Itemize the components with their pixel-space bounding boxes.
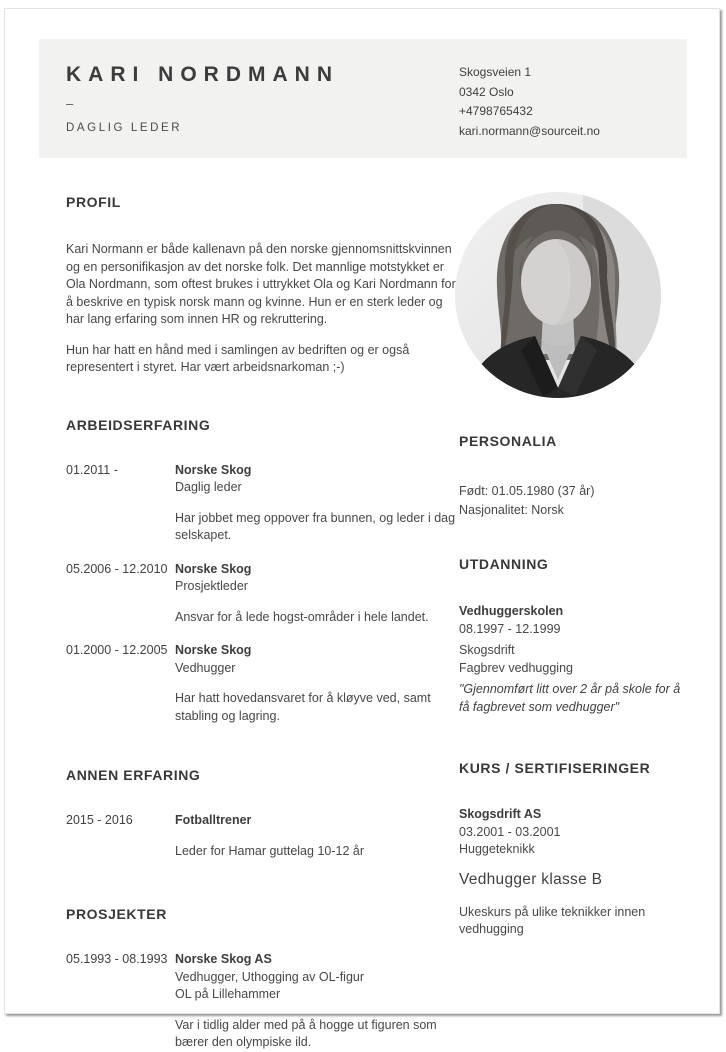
- work-entry-role: Prosjektleder: [175, 579, 248, 593]
- education-school: Vedhuggerskolen: [459, 604, 564, 618]
- section-heading-personalia: PERSONALIA: [459, 433, 557, 449]
- contact-address-line2: 0342 Oslo: [459, 84, 514, 99]
- project-entry-role-line1: Vedhugger, Uthogging av OL-figur: [175, 969, 365, 984]
- other-entry-title: Fotballtrener: [175, 813, 252, 827]
- work-entry-description: Har hatt hovedansvaret for å kløyve ved, samt stabling og lagring.: [175, 691, 431, 723]
- work-entry-date: 05.2006 - 12.2010: [66, 561, 168, 576]
- project-entry-company: Norske Skog AS: [175, 952, 272, 966]
- work-entry-company: Norske Skog: [175, 643, 252, 657]
- profil-paragraph-2: Hun har hatt en hånd med i samlingen av bedriften og er også representert i styret. Har vært arbeidsnarkoman ;-): [66, 342, 410, 374]
- work-entry: [66, 642, 461, 725]
- education-field-line2: Fagbrev vedhugging: [459, 660, 573, 675]
- work-entry: [66, 561, 461, 627]
- work-entry-company: Norske Skog: [175, 462, 252, 477]
- project-entry-description: Var i tidlig alder med på å hogge ut figuren som bærer den olympiske ild.: [175, 1017, 437, 1049]
- other-entry-date: 2015 - 2016: [66, 813, 133, 827]
- section-heading-utdanning: UTDANNING: [459, 556, 549, 572]
- project-entry: [66, 951, 461, 1052]
- education-quote: "Gjennomført litt over 2 år på skole for å få fagbrevet som vedhugger": [459, 682, 681, 714]
- profil-paragraph-1: Kari Normann er både kallenavn på den norske gjennomsnittskvinnen og en personifikasjon av det norske folk. Det mannlige motstykket er Ola Nordmann, som oftest brukes i uttrykket Ola og Kari Nordmann for å beskrive en typisk norsk mann og kvinne. Hun er en sterk leder og har lang erfaring som innen HR og rekruttering.: [66, 242, 456, 326]
- contact-phone: +4798765432: [459, 104, 533, 118]
- contact-email[interactable]: kari.normann@sourceit.no: [459, 123, 600, 138]
- section-heading-kurs: KURS / SERTIFISERINGER: [459, 760, 651, 776]
- other-entry-description: Leder for Hamar guttelag 10-12 år: [175, 843, 364, 858]
- work-entry-description: Har jobbet meg oppover fra bunnen, og leder i dag selskapet.: [175, 510, 456, 542]
- work-entry-description: Ansvar for å lede hogst-områder i hele landet.: [175, 609, 429, 624]
- course-provider: Skogsdrift AS: [459, 807, 542, 821]
- course-name: Huggeteknikk: [459, 842, 535, 856]
- section-heading-prosjekter: PROSJEKTER: [66, 906, 167, 922]
- personalia-nationality: Nasjonalitet: Norsk: [459, 503, 564, 517]
- side-column: [459, 434, 694, 939]
- profile-photo: [455, 192, 661, 398]
- work-entry-role: Vedhugger: [175, 660, 236, 675]
- main-column: [66, 195, 461, 1052]
- work-entry: [66, 462, 461, 545]
- work-entry-role: Daglig leder: [175, 480, 242, 494]
- portrait-illustration: [455, 192, 661, 398]
- contact-block: [459, 63, 600, 141]
- section-heading-profil: PROFIL: [66, 194, 121, 210]
- project-entry-date: 05.1993 - 08.1993: [66, 952, 168, 966]
- header: [39, 39, 687, 158]
- name-dash: –: [66, 96, 74, 111]
- other-experience-entry: [66, 812, 461, 860]
- education-period: 08.1997 - 12.1999: [459, 621, 561, 636]
- cv-page: [4, 8, 720, 1049]
- person-job-title: DAGLIG LEDER: [66, 122, 183, 134]
- person-name: KARI NORDMANN: [66, 63, 339, 86]
- work-entry-company: Norske Skog: [175, 561, 252, 576]
- section-heading-annen-erfaring: ANNEN ERFARING: [66, 767, 201, 783]
- section-heading-arbeidserfaring: ARBEIDSERFARING: [66, 416, 211, 433]
- contact-address-line1: Skogsveien 1: [459, 65, 532, 79]
- course-period: 03.2001 - 03.2001: [459, 824, 561, 839]
- course-description: Ukeskurs på ulike teknikker innen vedhugging: [459, 904, 646, 936]
- work-entry-date: 01.2011 -: [66, 462, 118, 477]
- personalia-born: Født: 01.05.1980 (37 år): [459, 484, 595, 498]
- course-certificate: Vedhugger klasse B: [459, 870, 603, 888]
- project-entry-role-line2: OL på Lillehammer: [175, 987, 281, 1001]
- education-field-line1: Skogsdrift: [459, 643, 515, 657]
- work-entry-date: 01.2000 - 12.2005: [66, 643, 168, 657]
